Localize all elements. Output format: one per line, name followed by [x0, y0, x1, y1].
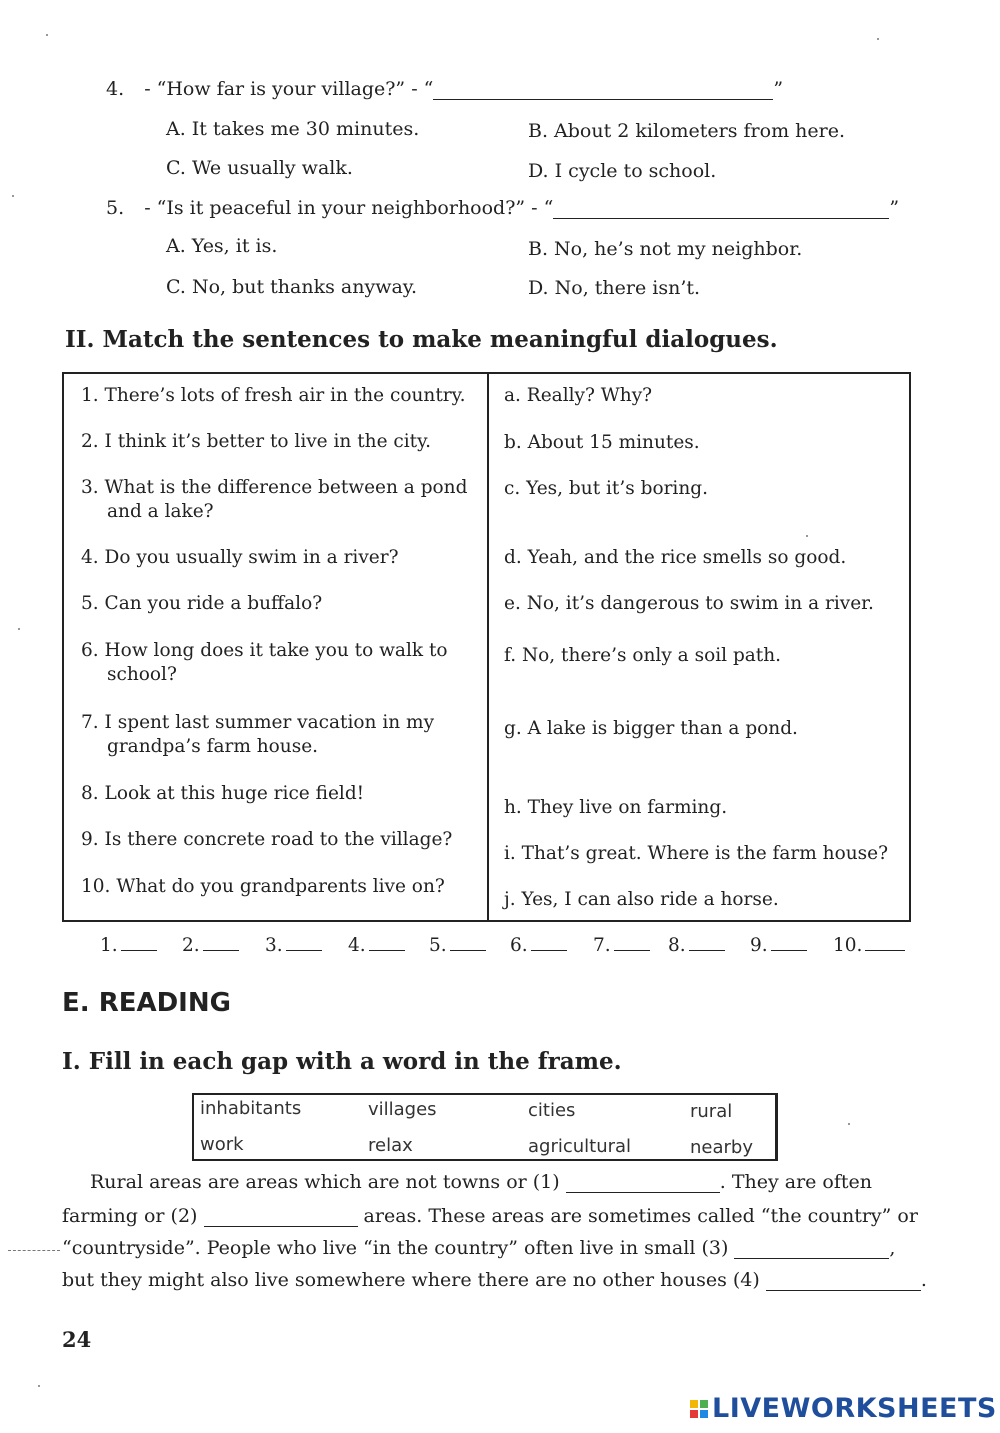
- scan-speck: [38, 1385, 40, 1387]
- item-text-continued: grandpa’s farm house.: [107, 736, 319, 757]
- paragraph-text: . They are often: [719, 1171, 873, 1193]
- answer-slot[interactable]: [182, 934, 239, 956]
- match-left-item: [81, 875, 481, 899]
- question-close-quote: ”: [773, 78, 784, 100]
- item-number: 8.: [81, 783, 99, 804]
- match-right-item: f. No, there’s only a soil path.: [504, 645, 782, 666]
- paragraph-text: ,: [889, 1237, 896, 1259]
- scan-speck: [46, 34, 48, 36]
- match-right-item: h. They live on farming.: [504, 797, 728, 818]
- match-right-item: b. About 15 minutes.: [504, 432, 700, 453]
- answer-label: 1.: [100, 935, 118, 956]
- match-left-item: [81, 711, 481, 759]
- answer-slot[interactable]: [348, 934, 405, 956]
- paragraph-text: farming or (2): [62, 1205, 198, 1227]
- table-divider: [487, 372, 489, 922]
- answer-slot[interactable]: [265, 934, 322, 956]
- logo-square: [700, 1410, 708, 1418]
- logo-square: [700, 1400, 708, 1408]
- answer-slot[interactable]: [668, 934, 725, 956]
- answer-label: 7.: [593, 935, 611, 956]
- answer-blank[interactable]: [433, 81, 773, 100]
- answer-blank[interactable]: [689, 934, 725, 951]
- question-prompt: - “Is it peaceful in your neighborhood?” - “: [144, 197, 554, 219]
- match-left-item: [81, 828, 481, 852]
- answer-blank[interactable]: [531, 934, 567, 951]
- reading-subtitle: I. Fill in each gap with a word in the frame.: [62, 1048, 622, 1075]
- answer-slot[interactable]: [750, 934, 807, 956]
- item-number: 9.: [81, 829, 99, 850]
- answer-label: 6.: [510, 935, 528, 956]
- match-right-item: e. No, it’s dangerous to swim in a river.: [504, 593, 874, 614]
- item-text: There’s lots of fresh air in the country.: [104, 385, 466, 406]
- option-b[interactable]: B. No, he’s not my neighbor.: [528, 238, 803, 260]
- logo-text: LIVEWORKSHEETS: [712, 1393, 997, 1424]
- item-number: 7.: [81, 712, 99, 733]
- word-choice[interactable]: inhabitants: [200, 1098, 302, 1119]
- answer-slot[interactable]: [833, 934, 905, 956]
- paragraph-line: [62, 1205, 918, 1227]
- paragraph-text: but they might also live somewhere where there are no other houses (4): [62, 1269, 760, 1291]
- answer-label: 2.: [182, 935, 200, 956]
- option-d[interactable]: D. I cycle to school.: [528, 160, 717, 182]
- question-number: 5.: [106, 197, 125, 219]
- word-choice[interactable]: work: [200, 1134, 244, 1155]
- answer-label: 3.: [265, 935, 283, 956]
- paragraph-text: .: [920, 1269, 927, 1291]
- scan-speck: [877, 38, 879, 40]
- answer-label: 4.: [348, 935, 366, 956]
- item-number: 1.: [81, 385, 99, 406]
- reading-heading: E. READING: [62, 988, 231, 1018]
- match-right-item: d. Yeah, and the rice smells so good.: [504, 547, 847, 568]
- answer-blank[interactable]: [286, 934, 322, 951]
- match-right-item: i. That’s great. Where is the farm house?: [504, 843, 889, 864]
- answer-blank[interactable]: [553, 200, 889, 219]
- match-left-item: [81, 384, 481, 408]
- word-choice[interactable]: cities: [528, 1100, 576, 1121]
- gap-1-input[interactable]: [566, 1176, 720, 1193]
- question-number: 4.: [106, 78, 125, 100]
- answer-slot[interactable]: [100, 934, 157, 956]
- match-left-item: [81, 430, 481, 454]
- item-text-continued: and a lake?: [107, 501, 214, 522]
- gap-4-input[interactable]: [766, 1274, 921, 1291]
- match-left-item: [81, 592, 481, 616]
- word-choice[interactable]: rural: [690, 1101, 733, 1122]
- item-text-continued: school?: [107, 664, 177, 685]
- word-choice[interactable]: nearby: [690, 1137, 753, 1158]
- item-text: What do you grandparents live on?: [116, 876, 445, 897]
- option-a[interactable]: A. It takes me 30 minutes.: [166, 118, 420, 140]
- option-c[interactable]: C. No, but thanks anyway.: [166, 276, 418, 298]
- item-text: Is there concrete road to the village?: [104, 829, 453, 850]
- liveworksheets-logo[interactable]: [690, 1393, 997, 1424]
- item-number: 10.: [81, 876, 111, 897]
- word-choice[interactable]: relax: [368, 1135, 413, 1156]
- match-right-item: j. Yes, I can also ride a horse.: [504, 889, 779, 910]
- item-number: 2.: [81, 431, 99, 452]
- paragraph-line: [62, 1237, 895, 1259]
- paragraph-line: [90, 1171, 872, 1193]
- paragraph-text: areas. These areas are sometimes called “the country” or: [363, 1205, 918, 1227]
- match-right-item: g. A lake is bigger than a pond.: [504, 718, 798, 739]
- logo-grid-icon: [690, 1400, 708, 1418]
- paragraph-line: [62, 1269, 927, 1291]
- match-right-item: a. Really? Why?: [504, 385, 653, 406]
- match-left-item: [81, 476, 481, 524]
- question-4: [106, 78, 783, 100]
- answer-blank[interactable]: [203, 934, 239, 951]
- answer-blank[interactable]: [450, 934, 486, 951]
- logo-square: [690, 1400, 698, 1408]
- scan-speck: [806, 535, 808, 537]
- answer-blank[interactable]: [121, 934, 157, 951]
- word-choice[interactable]: agricultural: [528, 1136, 632, 1157]
- match-left-item: [81, 782, 481, 806]
- answer-label: 10.: [833, 935, 863, 956]
- scan-speck: [18, 628, 20, 630]
- match-left-item: [81, 546, 481, 570]
- item-text: I think it’s better to live in the city.: [104, 431, 431, 452]
- answer-blank[interactable]: [614, 934, 650, 951]
- option-d[interactable]: D. No, there isn’t.: [528, 277, 701, 299]
- option-b[interactable]: B. About 2 kilometers from here.: [528, 120, 845, 142]
- answer-label: 5.: [429, 935, 447, 956]
- match-right-item: c. Yes, but it’s boring.: [504, 478, 708, 499]
- gap-2-input[interactable]: [204, 1210, 358, 1227]
- answer-slot[interactable]: [593, 934, 650, 956]
- answer-blank[interactable]: [369, 934, 405, 951]
- word-choice[interactable]: villages: [368, 1099, 437, 1120]
- option-c[interactable]: C. We usually walk.: [166, 157, 353, 179]
- section-title: II. Match the sentences to make meaningful dialogues.: [65, 326, 778, 353]
- logo-square: [690, 1410, 698, 1418]
- answer-blank[interactable]: [771, 934, 807, 951]
- margin-mark: [8, 1250, 60, 1251]
- question-5: [106, 197, 899, 219]
- item-text: Can you ride a buffalo?: [104, 593, 323, 614]
- answer-slot[interactable]: [429, 934, 486, 956]
- gap-3-input[interactable]: [734, 1242, 889, 1259]
- item-number: 5.: [81, 593, 99, 614]
- scan-speck: [848, 1123, 850, 1125]
- item-number: 3.: [81, 477, 99, 498]
- item-number: 4.: [81, 547, 99, 568]
- scan-speck: [12, 195, 14, 197]
- answer-blank[interactable]: [865, 934, 905, 951]
- page-number: 24: [62, 1327, 92, 1352]
- item-text: How long does it take you to walk to: [104, 640, 448, 661]
- question-close-quote: ”: [889, 197, 900, 219]
- paragraph-text: Rural areas are areas which are not towns or (1): [90, 1171, 560, 1193]
- item-text: I spent last summer vacation in my: [104, 712, 435, 733]
- item-text: Look at this huge rice field!: [104, 783, 365, 804]
- paragraph-text: “countryside”. People who live “in the country” often live in small (3): [62, 1237, 729, 1259]
- answer-label: 8.: [668, 935, 686, 956]
- answer-label: 9.: [750, 935, 768, 956]
- item-number: 6.: [81, 640, 99, 661]
- match-left-item: [81, 639, 481, 687]
- answer-slot[interactable]: [510, 934, 567, 956]
- item-text: Do you usually swim in a river?: [104, 547, 399, 568]
- item-text: What is the difference between a pond: [104, 477, 468, 498]
- option-a[interactable]: A. Yes, it is.: [166, 235, 278, 257]
- question-prompt: - “How far is your village?” - “: [144, 78, 434, 100]
